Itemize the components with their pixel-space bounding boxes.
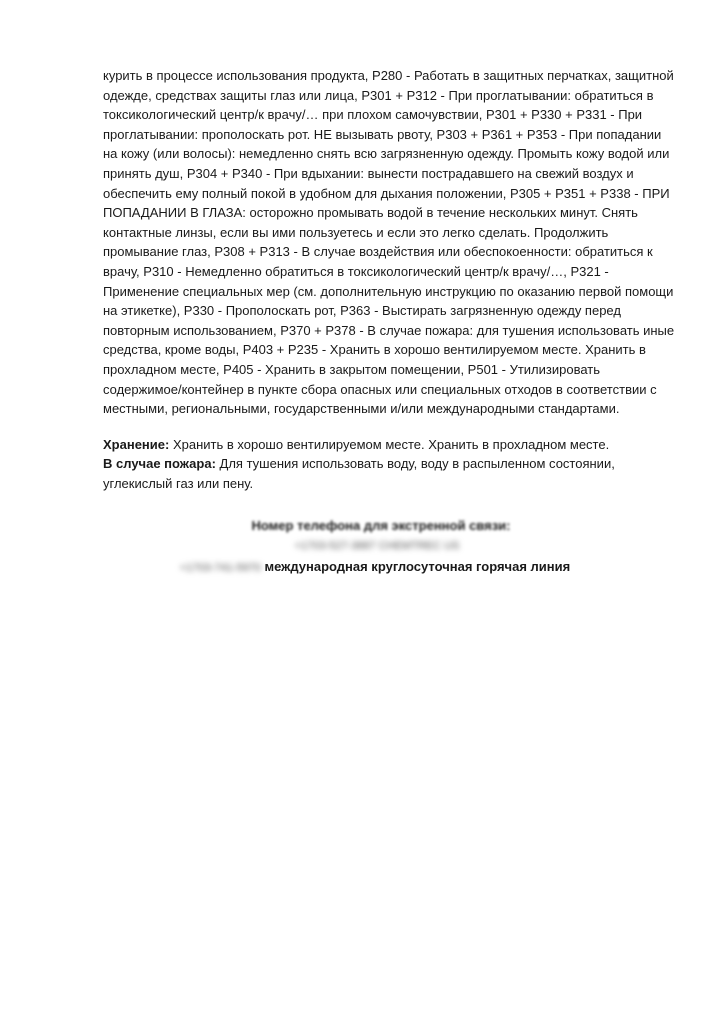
fire-text: Для тушения использовать воду, воду в распыленном состоянии, углекислый газ или пену. xyxy=(103,456,615,491)
emergency-hotline-label: международная круглосуточная горячая линия xyxy=(264,559,571,575)
precautionary-statements: курить в процессе использования продукта, P280 - Работать в защитных перчатках, защитной одежде, средствах защиты глаз или лица, P301 + P312 - При проглатывании: обратиться в токсикологический центр/к врачу/… при плохом самочувствии, P301 + P330 + P331 - При проглатывании: прополоскать рот. НЕ вызывать рвоту, P303 + P361 + P353 - При попадании на кожу (или волосы): немедленно снять всю загрязненную одежду. Промыть кожу водой или принять душ, P304 + P340 - При вдыхании: вынести пострадавшего на свежий воздух и обеспечить ему полный покой в удобном для дыхания положении, P305 + P351 + P338 - ПРИ ПОПАДАНИИ В ГЛАЗА: осторожно промывать водой в течение нескольких минут. Снять контактные линзы, если вы ими пользуетесь и если это легко сделать. Продолжить промывание глаз, P308 + P313 - В случае воздействия или обеспокоенности: обратиться к врачу, P310 - Немедленно обратиться в токсикологический центр/к врачу/…, P321 - Применение специальных мер (см. дополнительную инструкцию по оказанию первой помощи на этикетке), P330 - Прополоскать рот, P363 - Выстирать загрязненную одежду перед повторным использованием, P370 + P378 - В случае пожара: для тушения использовать иные средства, кроме воды, P403 + P235 - Хранить в хорошо вентилируемом месте. Хранить в прохладном месте, P405 - Хранить в закрытом помещении, P501 - Утилизировать содержимое/контейнер в пункте сбора опасных или специальных отходов в соответствии с местными, региональными, государственными и/или международными стандартами. xyxy=(103,68,675,417)
emergency-contact-block xyxy=(103,516,675,578)
paragraph-gap xyxy=(103,419,675,435)
storage-section xyxy=(103,435,675,455)
emergency-title: Номер телефона для экстренной связи: xyxy=(251,518,511,534)
document-page xyxy=(103,66,675,578)
emergency-hotline xyxy=(89,557,661,578)
fire-section xyxy=(103,454,675,493)
emergency-phone-intl: +1703-741-5970 xyxy=(179,562,261,575)
storage-label: Хранение: xyxy=(103,436,170,452)
emergency-phone-us: +1703-527-3887 CHEMTREC US xyxy=(294,540,460,553)
storage-text: Хранить в хорошо вентилируемом месте. Хранить в прохладном месте. xyxy=(172,436,610,452)
fire-label: В случае пожара: xyxy=(103,456,216,472)
